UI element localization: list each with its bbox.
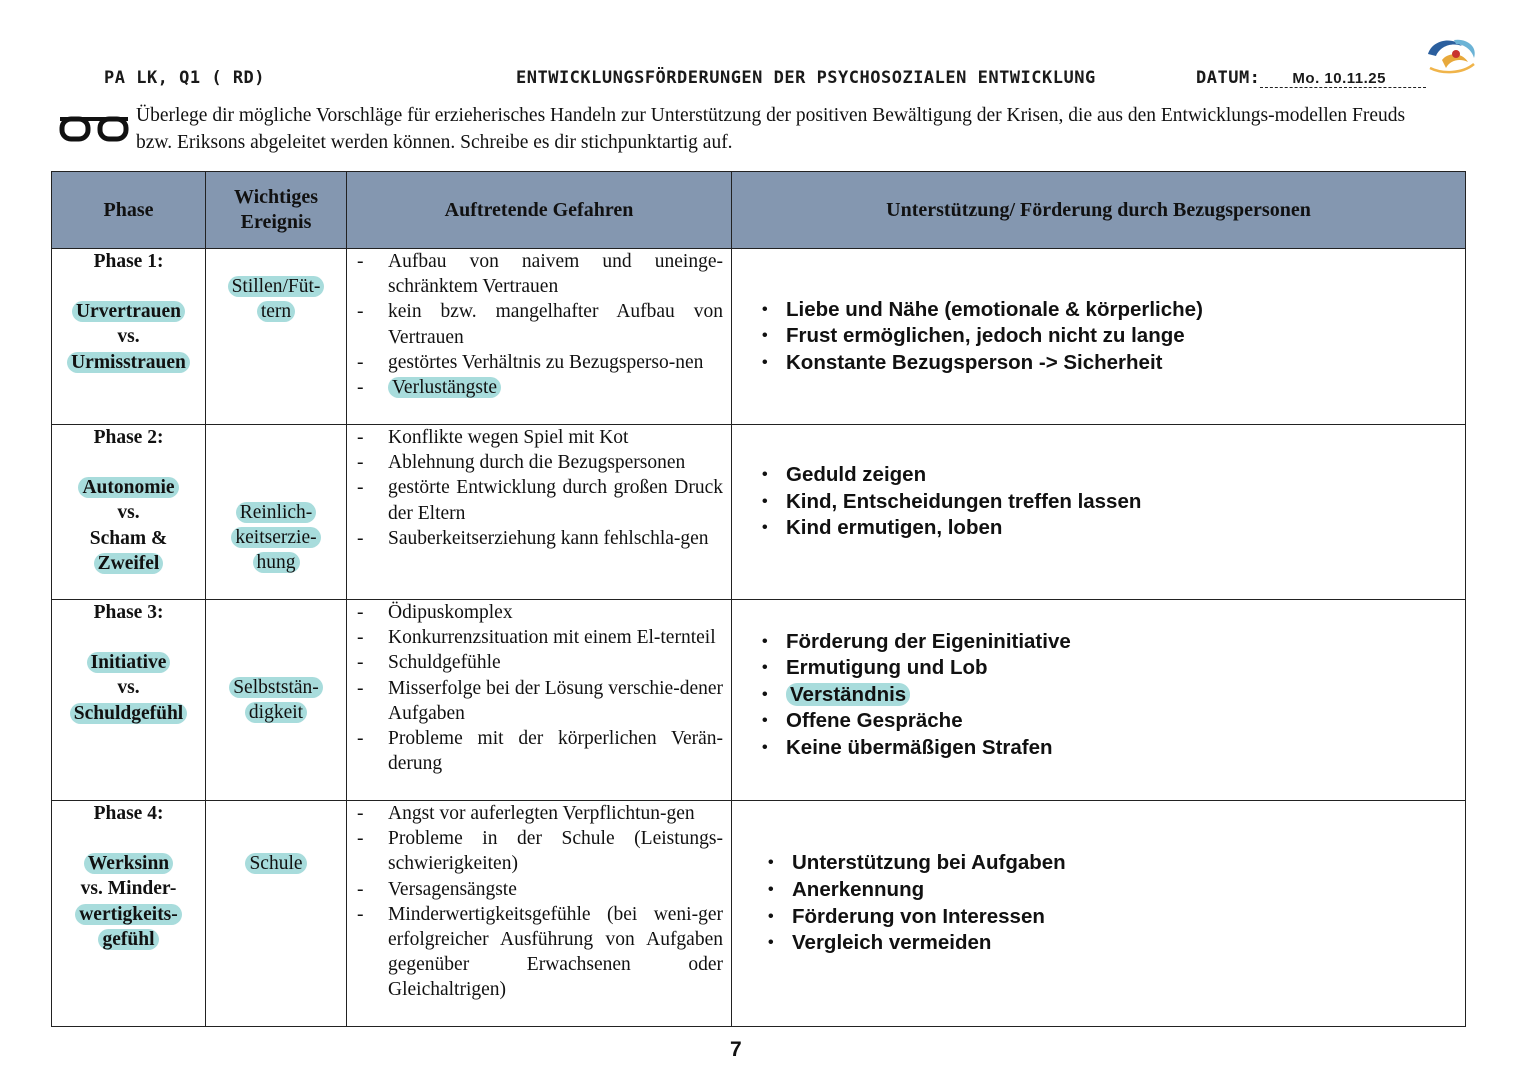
danger-item: - Verlustängste xyxy=(355,375,723,400)
table-row xyxy=(52,249,1466,425)
phase-title: Phase 3: xyxy=(93,602,164,623)
event-cell xyxy=(206,600,347,801)
event-text: hung xyxy=(253,552,300,573)
worksheet-title: ENTWICKLUNGSFÖRDERUNGEN DER PSYCHOSOZIALEN ENTWICKLUNG xyxy=(516,68,1096,88)
phase-title: Phase 4: xyxy=(93,803,164,824)
support-cell xyxy=(732,600,1466,801)
support-item: • Offene Gespräche xyxy=(762,708,1465,735)
table-header-row xyxy=(52,172,1466,249)
support-item: • Kind ermutigen, loben xyxy=(762,515,1465,542)
danger-item: - Ödipuskomplex xyxy=(355,600,723,625)
danger-item: - gestörte Entwicklung durch großen Druck der Eltern xyxy=(355,475,723,525)
crisis-term: Initiative xyxy=(87,652,171,673)
crisis-term: Autonomie xyxy=(78,477,178,498)
event-text: Schule xyxy=(245,853,306,874)
phase-cell xyxy=(52,600,206,801)
dangers-cell xyxy=(347,801,732,1027)
date-label: DATUM: xyxy=(1196,68,1261,88)
date-value: Mo. 10.11.25 xyxy=(1260,70,1426,88)
crisis-term: gefühl xyxy=(98,929,158,950)
crisis-vs: vs. xyxy=(117,502,140,524)
support-cell xyxy=(732,425,1466,600)
crisis-vs: vs. xyxy=(117,677,140,699)
table-row xyxy=(52,425,1466,600)
phase-cell xyxy=(52,801,206,1027)
danger-item: - Aufbau von naivem und uneinge-schränktem Vertrauen xyxy=(355,249,723,299)
support-item: • Unterstützung bei Aufgaben xyxy=(768,850,1465,877)
phase-cell xyxy=(52,249,206,425)
phase-cell xyxy=(52,425,206,600)
danger-item: - Ablehnung durch die Bezugspersonen xyxy=(355,450,723,475)
support-item: • Frust ermöglichen, jedoch nicht zu lange xyxy=(762,323,1465,350)
danger-item: - Misserfolge bei der Lösung verschie-dener Aufgaben xyxy=(355,676,723,726)
support-item: • Förderung der Eigeninitiative xyxy=(762,629,1465,656)
col-header-phase: Phase xyxy=(52,172,206,249)
phase-title: Phase 2: xyxy=(93,427,164,448)
date-field xyxy=(1196,68,1426,88)
event-text: digkeit xyxy=(245,702,307,723)
event-cell xyxy=(206,425,347,600)
event-text: tern xyxy=(257,301,295,322)
support-cell xyxy=(732,801,1466,1027)
support-cell xyxy=(732,249,1466,425)
danger-item: - Schuldgefühle xyxy=(355,650,723,675)
glasses-icon xyxy=(58,113,130,145)
danger-item: - Minderwertigkeitsgefühle (bei weni-ger erfolgreicher Ausführung von Aufgaben gegenüber Erwachsenen oder Gleichaltrigen) xyxy=(355,902,723,1003)
crisis-term: wertigkeits- xyxy=(75,904,182,925)
support-item: • Liebe und Nähe (emotionale & körperliche) xyxy=(762,297,1465,324)
event-text: Selbststän- xyxy=(229,677,323,698)
development-table xyxy=(51,171,1466,1027)
dangers-cell xyxy=(347,600,732,801)
danger-item: - Konkurrenzsituation mit einem El-ternteil xyxy=(355,625,723,650)
support-item: • Ermutigung und Lob xyxy=(762,655,1465,682)
danger-item: - Angst vor auferlegten Verpflichtun-gen xyxy=(355,801,723,826)
support-item: • Förderung von Interessen xyxy=(768,904,1465,931)
event-cell xyxy=(206,801,347,1027)
col-header-support: Unterstützung/ Förderung durch Bezugspersonen xyxy=(732,172,1466,249)
danger-item: - Versagensängste xyxy=(355,877,723,902)
dangers-cell xyxy=(347,425,732,600)
event-text: keitserzie- xyxy=(231,527,320,548)
support-item: • Verständnis xyxy=(762,682,1465,709)
event-text: Reinlich- xyxy=(236,502,317,523)
danger-item: - Probleme mit der körperlichen Verän-derung xyxy=(355,726,723,776)
support-item: • Anerkennung xyxy=(768,877,1465,904)
support-item: • Vergleich vermeiden xyxy=(768,930,1465,957)
crisis-term: Scham & xyxy=(89,527,168,549)
crisis-vs: vs. xyxy=(117,326,140,348)
danger-item: - gestörtes Verhältnis zu Bezugsperso-nen xyxy=(355,350,723,375)
course-label: PA LK, Q1 ( RD) xyxy=(104,68,266,88)
phase-title: Phase 1: xyxy=(93,251,164,272)
table-row xyxy=(52,600,1466,801)
danger-item: - kein bzw. mangelhafter Aufbau von Vertrauen xyxy=(355,299,723,349)
danger-item: - Sauberkeitserziehung kann fehlschla-gen xyxy=(355,526,723,551)
support-item: • Keine übermäßigen Strafen xyxy=(762,735,1465,762)
crisis-term: Werksinn xyxy=(84,853,173,874)
col-header-event: Wichtiges Ereignis xyxy=(206,172,347,249)
task-instruction: Überlege dir mögliche Vorschläge für erzieherisches Handeln zur Unterstützung der positiven Bewältigung der Krisen, die aus den Entwicklungs-modellen Freuds bzw. Eriksons abgeleitet werden können. Schreibe es dir stichpunktartig auf. xyxy=(136,105,1406,153)
event-text: Stillen/Füt- xyxy=(228,276,325,297)
event-cell xyxy=(206,249,347,425)
school-logo xyxy=(1422,32,1482,78)
crisis-term: Urmisstrauen xyxy=(67,352,190,373)
crisis-term: Schuldgefühl xyxy=(70,703,187,724)
table-row xyxy=(52,801,1466,1027)
crisis-term: Urvertrauen xyxy=(72,301,185,322)
col-header-dangers: Auftretende Gefahren xyxy=(347,172,732,249)
danger-item: - Konflikte wegen Spiel mit Kot xyxy=(355,425,723,450)
page-number: 7 xyxy=(730,1038,742,1061)
dangers-cell xyxy=(347,249,732,425)
crisis-term: vs. Minder- xyxy=(80,878,177,900)
support-item: • Konstante Bezugsperson -> Sicherheit xyxy=(762,350,1465,377)
support-item: • Kind, Entscheidungen treffen lassen xyxy=(762,489,1465,516)
danger-item: - Probleme in der Schule (Leistungs-schwierigkeiten) xyxy=(355,826,723,876)
support-item: • Geduld zeigen xyxy=(762,462,1465,489)
crisis-term: Zweifel xyxy=(94,553,164,574)
